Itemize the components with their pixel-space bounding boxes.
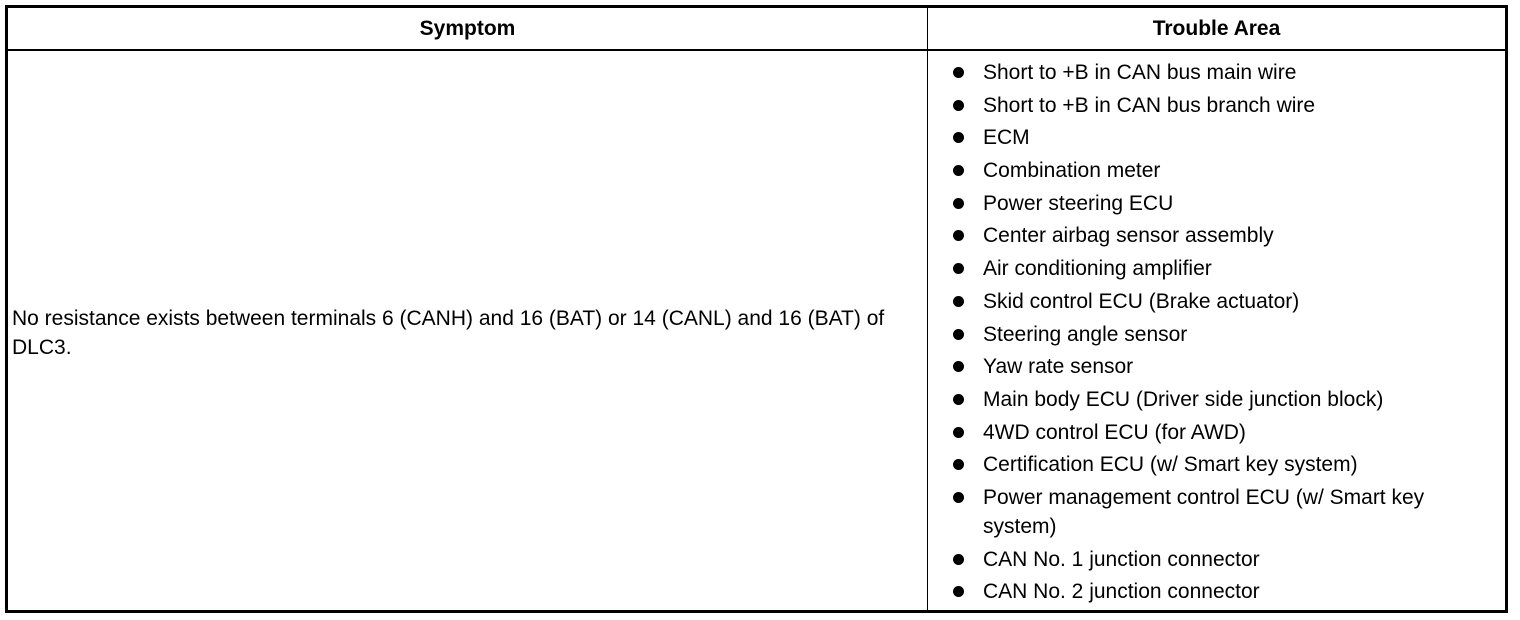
trouble-table: [5, 5, 1508, 613]
bullet-icon: [953, 230, 964, 241]
trouble-area-text: Air conditioning amplifier: [983, 257, 1212, 281]
list-item: [928, 483, 1498, 541]
bullet-icon: [953, 586, 964, 597]
bullet-icon: [953, 361, 964, 372]
trouble-area-text: 4WD control ECU (for AWD): [983, 420, 1246, 444]
bullet-icon: [953, 427, 964, 438]
bullet-icon: [953, 263, 964, 274]
list-item: [928, 352, 1498, 381]
bullet-icon: [953, 67, 964, 78]
bullet-icon: [953, 329, 964, 340]
trouble-area-text: Skid control ECU (Brake actuator): [983, 289, 1300, 313]
bullet-icon: [953, 492, 964, 503]
trouble-area-text: Yaw rate sensor: [983, 355, 1134, 379]
trouble-area-text: Power management control ECU (w/ Smart key system): [983, 485, 1425, 538]
bullet-icon: [953, 100, 964, 111]
trouble-area-text: Center airbag sensor assembly: [983, 224, 1274, 248]
list-item: [928, 221, 1498, 250]
symptom-text: No resistance exists between terminals 6 (CANH) and 16 (BAT) or 14 (CANL) and 16 (BAT) of DLC3.: [12, 306, 885, 359]
list-item: [928, 320, 1498, 349]
list-item: [928, 287, 1498, 316]
list-item: [928, 123, 1498, 152]
trouble-area-text: Short to +B in CAN bus branch wire: [983, 93, 1316, 117]
symptom-header: Symptom: [419, 16, 516, 40]
trouble-area-text: Certification ECU (w/ Smart key system): [983, 453, 1358, 477]
trouble-area-text: Combination meter: [983, 159, 1161, 183]
bullet-icon: [953, 459, 964, 470]
trouble-area-header: Trouble Area: [1152, 16, 1281, 40]
list-item: [928, 450, 1498, 479]
trouble-area-text: Short to +B in CAN bus main wire: [983, 61, 1297, 84]
bullet-icon: [953, 554, 964, 565]
list-item: [928, 189, 1498, 218]
trouble-area-text: CAN No. 1 junction connector: [983, 547, 1260, 571]
list-item: [928, 418, 1498, 447]
list-item: [928, 254, 1498, 283]
table-header-row: [8, 8, 1505, 51]
list-item: [928, 545, 1498, 574]
bullet-icon: [953, 165, 964, 176]
bullet-icon: [953, 198, 964, 209]
bullet-icon: [953, 296, 964, 307]
trouble-area-text: Power steering ECU: [983, 191, 1174, 215]
list-item: [928, 91, 1498, 120]
list-item: [928, 577, 1498, 606]
list-item: [928, 156, 1498, 185]
trouble-area-text: Steering angle sensor: [983, 322, 1188, 346]
list-item: [928, 58, 1498, 87]
bullet-icon: [953, 394, 964, 405]
trouble-area-text: Main body ECU (Driver side junction block): [983, 387, 1384, 411]
symptom-cell: [12, 51, 924, 610]
trouble-area-list: [928, 58, 1498, 610]
bullet-icon: [953, 132, 964, 143]
trouble-area-text: CAN No. 2 junction connector: [983, 580, 1260, 604]
trouble-area-text: ECM: [983, 126, 1030, 150]
list-item: [928, 385, 1498, 414]
